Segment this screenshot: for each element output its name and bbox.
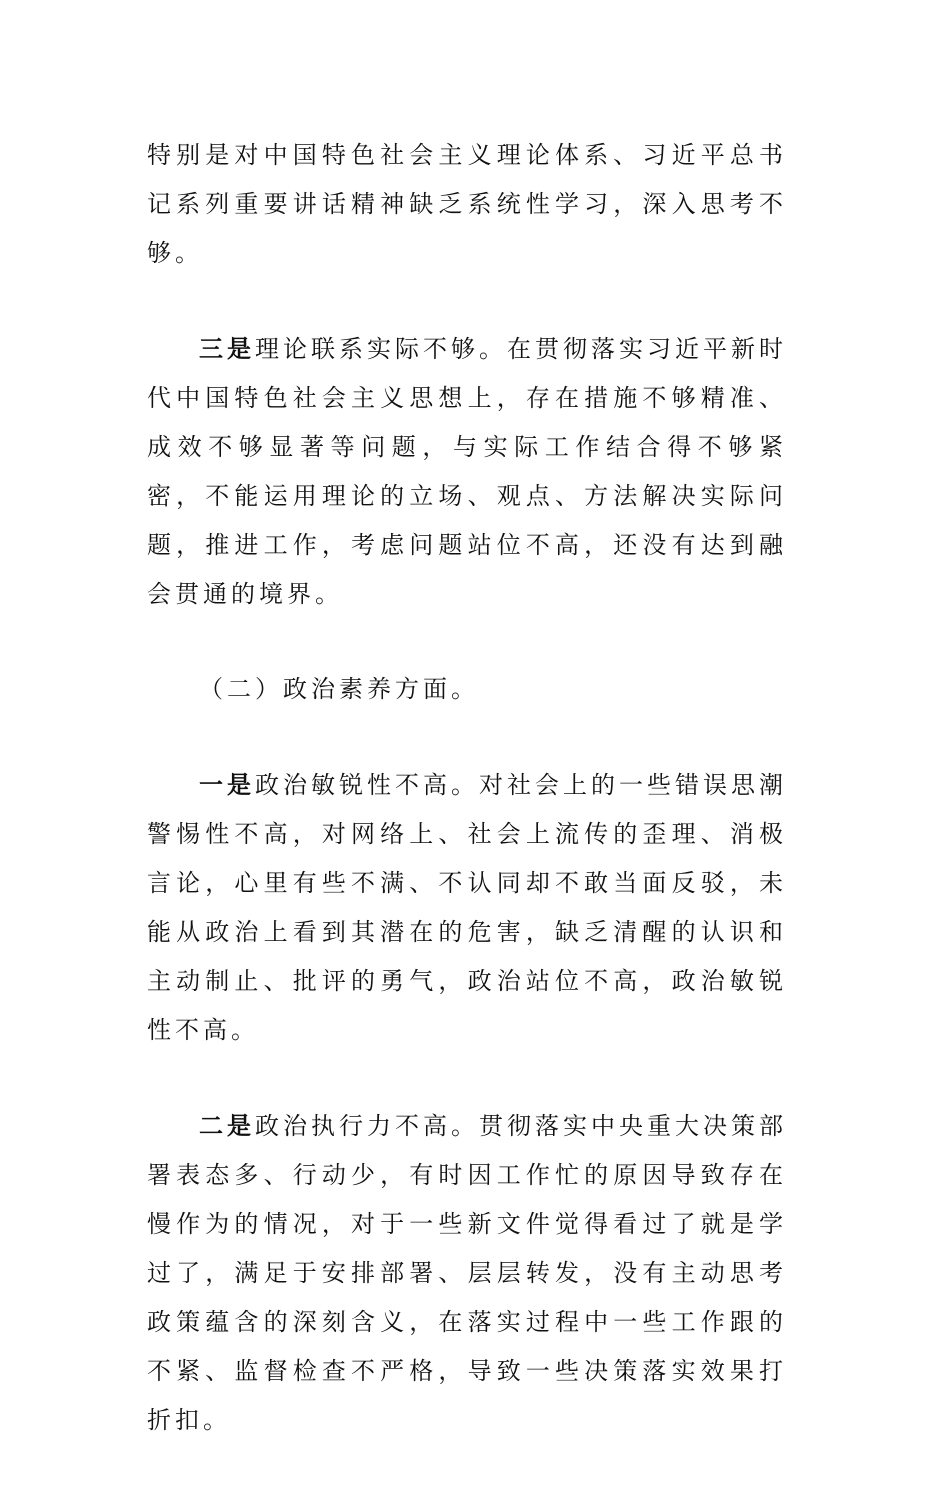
paragraph-first-point xyxy=(147,760,787,1055)
document-body xyxy=(147,131,787,1491)
paragraph-text: 政治敏锐性不高。对社会上的一些错误思潮警惕性不高，对网络上、社会上流传的歪理、消极言论，心里有些不满、不认同却不敢当面反驳，未能从政治上看到其潜在的危害，缺乏清醒的认识和主动制止、批评的勇气，政治站位不高，政治敏锐性不高。 xyxy=(147,771,787,1044)
paragraph-text: 理论联系实际不够。在贯彻落实习近平新时代中国特色社会主义思想上，存在措施不够精准、成效不够显著等问题，与实际工作结合得不够紧密，不能运用理论的立场、观点、方法解决实际问题，推进工作，考虑问题站位不高，还没有达到融会贯通的境界。 xyxy=(147,335,787,608)
paragraph-lead: 一是 xyxy=(199,770,255,799)
paragraph-continuation xyxy=(147,131,787,278)
paragraph-text: 特别是对中国特色社会主义理论体系、习近平总书记系列重要讲话精神缺乏系统性学习，深入思考不够。 xyxy=(147,141,787,267)
paragraph-lead: 三是 xyxy=(199,334,255,363)
section-heading-text: （二）政治素养方面。 xyxy=(199,675,479,703)
paragraph-second-point xyxy=(147,1101,787,1445)
paragraph-third-point xyxy=(147,324,787,619)
paragraph-lead: 二是 xyxy=(199,1111,255,1140)
paragraph-text: 政治执行力不高。贯彻落实中央重大决策部署表态多、行动少，有时因工作忙的原因导致存在慢作为的情况，对于一些新文件觉得看过了就是学过了，满足于安排部署、层层转发，没有主动思考政策蕴含的深刻含义，在落实过程中一些工作跟的不紧、监督检查不严格，导致一些决策落实效果打折扣。 xyxy=(147,1112,787,1434)
section-heading-political-literacy xyxy=(147,665,787,714)
